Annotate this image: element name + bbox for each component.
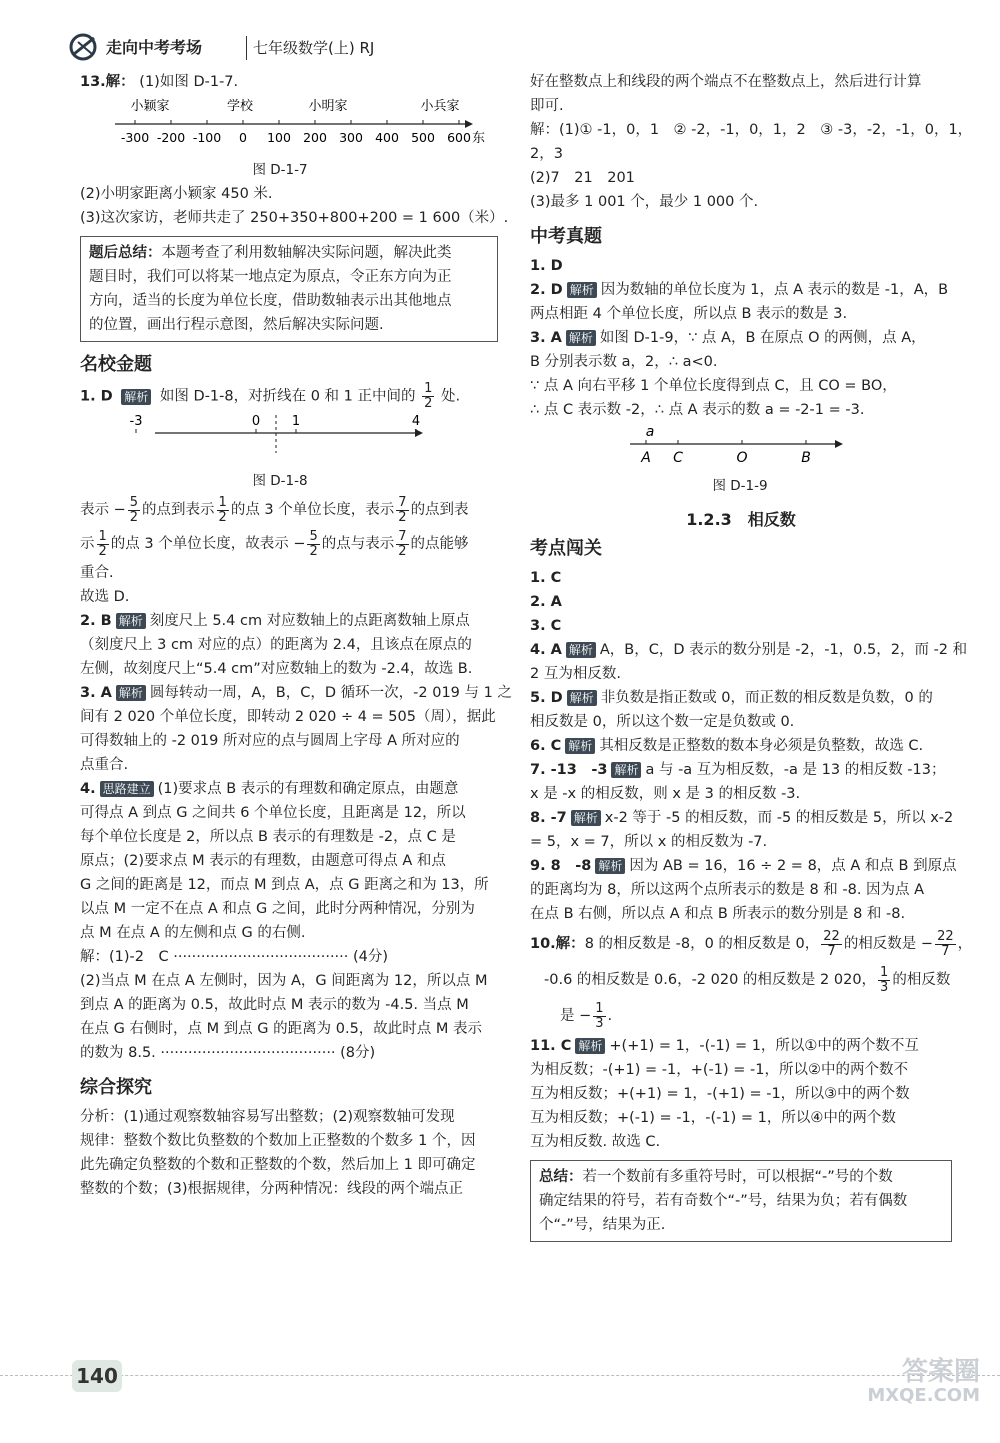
q4-text: 每个单位长度是 2，所以点 B 表示的有理数是 -2，点 C 是 — [80, 829, 456, 845]
fraction-seven-half — [396, 530, 408, 559]
kd10-line3 — [530, 998, 952, 1034]
frac-den: 7 — [827, 943, 836, 959]
frac-num: 1 — [880, 964, 889, 980]
q4-number: 4. — [80, 781, 96, 797]
fig19-arrow-icon — [835, 440, 843, 448]
fraction-half — [422, 382, 434, 411]
kd3-answer: 3. C — [530, 618, 562, 634]
continued-text: 即可. — [530, 98, 564, 114]
publisher-logo-icon — [68, 32, 102, 62]
subject-label: 七年级数学(上) RJ — [246, 36, 374, 60]
zk2-line — [530, 278, 952, 302]
kd7-answer: 7. -13 -3 — [530, 762, 608, 778]
fig19-point-label: C — [673, 450, 683, 466]
conclusion-line: 确定结果的符号，若有奇数个“-”号，结果为负；若有偶数 — [539, 1193, 908, 1209]
analysis-tag: 解析 — [566, 642, 596, 658]
page-number: 140 — [72, 1360, 122, 1392]
q13-part3: (3)这次家访，老师共走了 250+350+800+200 = 1 600（米）. — [80, 210, 509, 226]
frac-num: 7 — [398, 528, 407, 544]
analysis-tag: 解析 — [571, 810, 601, 826]
solution-text: 2，3 — [530, 146, 563, 162]
q1-line4: 重合. — [80, 565, 114, 581]
q1-text: 的点能够 — [410, 536, 469, 552]
kd7-line — [530, 758, 952, 782]
analysis-tag: 解析 — [567, 282, 597, 298]
zk3-text: 如图 D-1-9，∵ 点 A，B 在原点 O 的两侧，点 A， — [599, 330, 926, 346]
fig19-a-label: a — [645, 424, 655, 440]
fig19-point-label: O — [736, 450, 748, 466]
q2-text: （刻度尺上 3 cm 对应的点）的距离为 2.4，且该点在原点的 — [80, 637, 472, 653]
section-heading-zhongkao: 中考真题 — [530, 226, 602, 247]
q3-text: 可得数轴上的 -2 019 所对应的点与圆周上字母 A 所对应的 — [80, 733, 460, 749]
kd5-line — [530, 686, 952, 710]
kd11-answer: 11. C — [530, 1038, 572, 1054]
continued-text: 好在整数点上和线段的两个端点不在整数点上，然后进行计算 — [530, 74, 922, 90]
conclusion-box — [530, 1160, 952, 1242]
fig17-label-xiaoying: 小颖家 — [130, 99, 170, 114]
frac-den: 7 — [941, 943, 950, 959]
kd4-line — [530, 638, 968, 662]
summary-line: 的位置，画出行程示意图，然后解决实际问题. — [89, 317, 384, 333]
q2-line — [80, 609, 498, 633]
analysis-tag: 解析 — [566, 330, 596, 346]
q1-line2 — [80, 493, 498, 527]
analysis-tag: 解析 — [567, 690, 597, 706]
frac-den: 2 — [309, 543, 318, 559]
q3-text: 间有 2 020 个单位长度，即转动 2 020 ÷ 4 = 505（周），据此 — [80, 709, 496, 725]
kd9-text: 的距离均为 8，所以这两个点所表示的数是 8 和 -8. 因为点 A — [530, 882, 925, 898]
number-line-figure-d17 — [80, 94, 486, 150]
conclusion-line: 个“-”号，结果为正. — [539, 1217, 666, 1233]
number-line-figure-d18 — [80, 411, 480, 461]
fig17-tick-label: 400 — [375, 130, 399, 145]
zk1-answer: 1. D — [530, 258, 563, 274]
conclusion-line: 若一个数前有多重符号时，可以根据“-”号的个数 — [582, 1169, 893, 1185]
q3-text: 圆每转动一周，A，B，C，D 循环一次，-2 019 与 1 之 — [149, 685, 512, 701]
kd9-text: 因为 AB = 16，16 ÷ 2 = 8，点 A 和点 B 到原点 — [629, 858, 957, 874]
summary-box — [80, 236, 498, 342]
kd11-text: 互为相反数. 故选 C. — [530, 1134, 661, 1150]
q13-title: 13.解： — [80, 74, 135, 90]
brand-name: 走向中考考场 — [106, 38, 203, 57]
section-heading-zonghe: 综合探究 — [80, 1077, 152, 1098]
fig18-tick-label: 1 — [291, 414, 301, 429]
fig17-tick-label: 300 — [339, 130, 363, 145]
q4-text: 原点；(2)要求点 M 表示的有理数，由题意可得点 A 和点 — [80, 853, 446, 869]
q2-text: 刻度尺上 5.4 cm 对应数轴上的点距离数轴上原点 — [149, 613, 470, 629]
thinking-tag: 思路建立 — [100, 781, 154, 797]
q1-line3 — [80, 527, 498, 561]
kd9-line — [530, 854, 957, 878]
frac-num: 1 — [595, 1000, 604, 1016]
frac-den: 2 — [424, 396, 433, 411]
kd8-answer: 8. -7 — [530, 810, 567, 826]
analysis-tag: 解析 — [575, 1038, 605, 1054]
analysis-tag: 解析 — [121, 389, 151, 405]
q1-text: 如图 D-1-8，对折线在 0 和 1 正中间的 — [159, 388, 416, 405]
frac-num: 22 — [823, 928, 840, 944]
kd11-text: 为相反数；-(+1) = -1，+(-1) = -1，所以②中的两个数不 — [530, 1062, 908, 1078]
zk2-answer: 2. D — [530, 282, 563, 298]
q4-text: G 之间的距离是 12，而点 M 到点 A，点 G 距离之和为 13，所 — [80, 877, 489, 893]
kd5-text: 相反数是 0，所以这个数一定是负数或 0. — [530, 714, 795, 730]
kd10-line1 — [530, 926, 973, 962]
kd4-answer: 4. A — [530, 642, 562, 658]
analysis-tag: 解析 — [116, 685, 146, 701]
q1-text: 示 — [80, 536, 95, 552]
kd11-text: +(+1) = 1，-(-1) = 1，所以①中的两个数不互 — [609, 1038, 919, 1054]
kd6-text: 其相反数是正整数的数本身必须是负整数，故选 C. — [599, 738, 924, 754]
fraction-five-half — [128, 496, 140, 525]
q4-solution: 解：(1)-2 C ······································ (4分) — [80, 949, 389, 965]
section-heading-mingxiao: 名校金题 — [80, 354, 152, 375]
fig17-tick-label: 200 — [303, 130, 327, 145]
fig17-east-label: 东 — [472, 131, 486, 146]
fig17-arrow-icon — [465, 120, 473, 128]
frac-num: 1 — [424, 381, 433, 396]
watermark-text: 答案圈 — [901, 1357, 980, 1387]
fig17-label-xiaobing: 小兵家 — [420, 99, 460, 114]
frac-den: 3 — [880, 979, 889, 995]
summary-title: 题后总结： — [89, 245, 162, 261]
watermark-url: MXQE.COM — [867, 1385, 980, 1406]
frac-den: 2 — [398, 543, 407, 559]
kd8-text: x-2 等于 -5 的相反数，而 -5 的相反数是 5，所以 x-2 — [604, 810, 954, 826]
q4-solution: 的数为 8.5. ······································ (8分) — [80, 1045, 376, 1061]
analysis-tag: 解析 — [611, 762, 641, 778]
q1-text: 的点 3 个单位长度，故表示 − — [110, 536, 306, 552]
kd10-text: 8 的相反数是 -8，0 的相反数是 0， — [584, 936, 820, 952]
zk3-answer: 3. A — [530, 330, 562, 346]
zonghe-text: 分析：(1)通过观察数轴容易写出整数；(2)观察数轴可发现 — [80, 1109, 455, 1125]
summary-line: 本题考查了利用数轴解决实际问题，解决此类 — [161, 245, 452, 261]
kd10-line2 — [530, 962, 952, 998]
fig18-tick-label: -3 — [129, 414, 143, 429]
frac-den: 2 — [218, 509, 227, 525]
fig17-tick-label: 600 — [447, 130, 471, 145]
zk3-line — [530, 326, 952, 350]
summary-line: 方向，适当的长度为单位长度，借助数轴表示出其他地点 — [89, 293, 452, 309]
q1-line — [80, 382, 498, 411]
fig18-tick-label: 0 — [251, 414, 261, 429]
zk2-text: 因为数轴的单位长度为 1，点 A 表示的数是 -1，A，B — [600, 282, 949, 298]
right-column — [530, 70, 973, 1248]
q3-line — [80, 681, 512, 705]
kd9-answer: 9. 8 -8 — [530, 858, 592, 874]
site-watermark — [820, 1357, 980, 1430]
frac-den: 2 — [129, 509, 139, 525]
fraction-22-7 — [821, 930, 842, 959]
conclusion-title: 总结： — [539, 1169, 583, 1185]
frac-num: 22 — [937, 928, 954, 944]
fig17-tick-label: 500 — [411, 130, 435, 145]
kd10-number: 10.解： — [530, 936, 585, 952]
zk3-text: ∴ 点 C 表示数 -2，∴ 点 A 表示的数 a = -2-1 = -3. — [530, 402, 865, 418]
zonghe-text: 此先确定负整数的个数和正整数的个数，然后加上 1 即可确定 — [80, 1157, 476, 1173]
q4-text: 可得点 A 到点 G 之间共 6 个单位长度，且距离是 12，所以 — [80, 805, 466, 821]
q3-text: 点重合. — [80, 757, 129, 773]
fig18-tick-label: 4 — [411, 414, 421, 429]
frac-num: 5 — [129, 494, 139, 510]
kd10-text: . — [607, 1008, 613, 1024]
fraction-seven-half — [396, 496, 408, 525]
kd2-answer: 2. A — [530, 594, 562, 610]
fig17-tick-label: 100 — [267, 130, 291, 145]
zk2-text: 两点相距 4 个单位长度，所以点 B 表示的数是 3. — [530, 306, 848, 322]
kd5-text: 非负数是指正数或 0，而正数的相反数是负数，0 的 — [600, 690, 933, 706]
kd7-text: a 与 -a 互为相反数，-a 是 13 的相反数 -13； — [645, 762, 946, 778]
q4-text: 以点 M 一定不在点 A 和点 G 之间，此时分两种情况，分别为 — [80, 901, 475, 917]
fraction-half — [97, 530, 109, 559]
q1-line5: 故选 D. — [80, 589, 130, 605]
kd10-text: ， — [957, 936, 973, 952]
frac-num: 5 — [309, 528, 318, 544]
kd11-text: 互为相反数；+(-1) = -1，-(-1) = 1，所以④中的两个数 — [530, 1110, 896, 1126]
q13-line-1 — [80, 70, 498, 94]
zk3-text: ∵ 点 A 向右平移 1 个单位长度得到点 C，且 CO = BO， — [530, 378, 897, 394]
fig17-tick-label: -300 — [120, 130, 150, 145]
q2-answer: 2. B — [80, 613, 112, 629]
q1-answer: 1. D — [80, 388, 113, 405]
section-heading-kaodian: 考点闯关 — [530, 538, 602, 559]
zk3-text: B 分别表示数 a，2，∴ a<0. — [530, 354, 718, 370]
q1-tail: 处. — [441, 388, 461, 405]
fig17-label-xiaoming: 小明家 — [308, 99, 348, 114]
kd1-answer: 1. C — [530, 570, 562, 586]
kd4-text: 2 互为相反数. — [530, 666, 621, 682]
summary-line: 题目时，我们可以将某一地点定为原点，令正东方向为正 — [89, 269, 452, 285]
frac-den: 3 — [595, 1015, 604, 1031]
fig17-caption: 图 D-1-7 — [252, 162, 308, 178]
q1-text: 的点 3 个单位长度，表示 — [230, 502, 395, 518]
fraction-22-7 — [935, 930, 956, 959]
left-column — [80, 70, 512, 1201]
kd10-text: 的相反数是 − — [843, 936, 934, 952]
kd10-text: 的相反数 — [892, 972, 951, 988]
fraction-third — [593, 1002, 605, 1031]
kd8-line — [530, 806, 952, 830]
q1-text: 的点与表示 — [321, 536, 395, 552]
kd7-text: x 是 -x 的相反数，则 x 是 3 的相反数 -3. — [530, 786, 801, 802]
kd8-text: = 5，x = 7，所以 x 的相反数为 -7. — [530, 834, 768, 850]
solution-text: (3)最多 1 001 个，最少 1 000 个. — [530, 194, 759, 210]
fig17-tick-label: 0 — [239, 130, 247, 145]
q13-part2: (2)小明家距离小颖家 450 米. — [80, 186, 273, 202]
solution-text: 解：(1)① -1，0，1 ② -2，-1，0，1，2 ③ -3，-2，-1，0，1， — [530, 122, 973, 138]
analysis-tag: 解析 — [565, 738, 595, 754]
q1-text: 表示 − — [80, 502, 126, 518]
frac-num: 7 — [398, 494, 407, 510]
q4-solution: 在点 G 右侧时，点 M 到点 G 的距离为 0.5，故此时点 M 表示 — [80, 1021, 483, 1037]
kd10-text: -0.6 的相反数是 0.6，-2 020 的相反数是 2 020， — [544, 972, 877, 988]
fig17-tick-label: -200 — [156, 130, 186, 145]
q4-solution: (2)当点 M 在点 A 左侧时，因为 A，G 间距离为 12，所以点 M — [80, 973, 488, 989]
frac-num: 1 — [98, 528, 107, 544]
fig18-caption: 图 D-1-8 — [252, 473, 308, 489]
kd9-text: 在点 B 右侧，所以点 A 和点 B 所表示的数分别是 8 和 -8. — [530, 906, 906, 922]
q4-solution: 到点 A 的距离为 0.5，故此时点 M 表示的数为 -4.5. 当点 M — [80, 997, 469, 1013]
number-line-figure-d19 — [530, 422, 950, 466]
q4-line — [80, 777, 498, 801]
q13-part1: (1)如图 D-1-7. — [139, 74, 239, 90]
zonghe-text: 规律：整数个数比负整数的个数加上正整数的个数多 1 个，因 — [80, 1133, 476, 1149]
frac-num: 1 — [218, 494, 227, 510]
fig17-tick-label: -100 — [192, 130, 222, 145]
zonghe-text: 整数的个数；(3)根据规律，分两种情况：线段的两个端点正 — [80, 1181, 464, 1197]
fig19-caption: 图 D-1-9 — [712, 478, 768, 494]
fraction-third — [878, 966, 890, 995]
kd6-line — [530, 734, 952, 758]
page-header — [68, 30, 968, 64]
analysis-tag: 解析 — [116, 613, 146, 629]
solution-text: (2)7 21 201 — [530, 170, 635, 186]
kd11-line — [530, 1034, 952, 1058]
frac-den: 2 — [98, 543, 107, 559]
fig17-label-school: 学校 — [226, 99, 254, 114]
q4-text: 点 M 在点 A 的左侧和点 G 的右侧. — [80, 925, 306, 941]
q4-text: (1)要求点 B 表示的有理数和确定原点，由题意 — [157, 781, 459, 797]
kd6-answer: 6. C — [530, 738, 562, 754]
fig18-ticks — [130, 414, 421, 433]
kd10-text: 是 − — [560, 1008, 592, 1024]
q1-text: 的点到表示 — [142, 502, 215, 518]
kd5-answer: 5. D — [530, 690, 563, 706]
frac-den: 2 — [398, 509, 407, 525]
kd11-text: 互为相反数；+(+1) = 1，-(+1) = -1，所以③中的两个数 — [530, 1086, 910, 1102]
section-title: 1.2.3 相反数 — [686, 510, 796, 529]
fraction-half — [217, 496, 229, 525]
q2-text: 左侧，故刻度尺上“5.4 cm”对应数轴上的数为 -2.4，故选 B. — [80, 661, 473, 677]
analysis-tag: 解析 — [595, 858, 625, 874]
fig19-point-label: B — [801, 450, 811, 466]
q1-text: 的点到表 — [410, 502, 469, 518]
fraction-five-half — [307, 530, 319, 559]
q3-answer: 3. A — [80, 685, 112, 701]
fig19-point-label: A — [641, 450, 651, 466]
kd4-text: A，B，C，D 表示的数分别是 -2，-1，0.5，2，而 -2 和 — [599, 642, 968, 658]
